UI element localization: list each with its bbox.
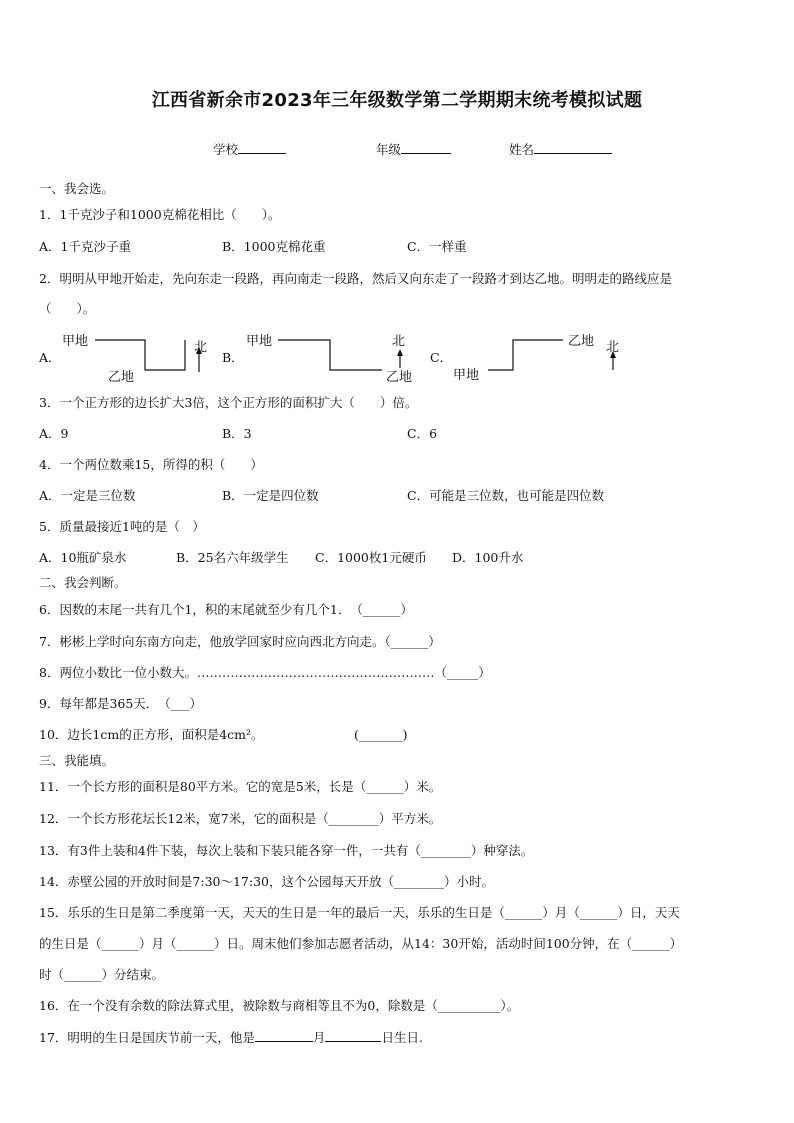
name-blank[interactable] (534, 141, 612, 154)
section-2-heading: 二、我会判断。 (39, 575, 127, 590)
school-label: 学校 (213, 142, 239, 157)
question-12: 12．一个长方形花坛长12米，宽7米，它的面积是（________）平方米。 (39, 811, 442, 826)
question-6: 6．因数的末尾一共有几个1，积的末尾就至少有几个1． （______） (39, 602, 413, 617)
q2a-jia-label: 甲地 (62, 334, 89, 349)
school-field (213, 140, 286, 158)
q2c-jia-label: 甲地 (453, 368, 480, 383)
question-4: 4．一个两位数乘15，所得的积（ ） (39, 457, 263, 472)
name-label: 姓名 (509, 142, 535, 157)
page-title: 江西省新余市2023年三年级数学第二学期期末统考模拟试题 (151, 90, 643, 111)
q1-option-c[interactable]: C．一样重 (407, 239, 467, 254)
q2c-yi-label: 乙地 (568, 334, 595, 349)
q2a-north-label: 北 (194, 340, 208, 355)
section-1-heading: 一、我会选。 (39, 181, 115, 196)
section-3-heading: 三、我能填。 (39, 753, 115, 768)
grade-field (376, 140, 451, 158)
q4-option-b[interactable]: B．一定是四位数 (222, 488, 319, 503)
question-7: 7．彬彬上学时向东南方向走，他放学回家时应向西北方向走。（______） (39, 634, 441, 649)
q2c-north-label: 北 (606, 340, 620, 355)
q17-month-blank[interactable] (255, 1029, 313, 1042)
question-14: 14．赤壁公园的开放时间是7:30～17:30，这个公园每天开放（________）小时。 (39, 874, 494, 889)
q5-option-a[interactable]: A．10瓶矿泉水 (39, 550, 127, 565)
q3-option-c[interactable]: C．6 (407, 426, 438, 441)
q3-option-b[interactable]: B．3 (222, 426, 252, 441)
question-15-line-2: 的生日是（______）月（______）日。周末他们参加志愿者活动，从14：30开始，活动时间100分钟，在（______） (39, 936, 683, 951)
q1-option-a[interactable]: A．1千克沙子重 (39, 239, 131, 254)
q5-option-d[interactable]: D．100升水 (452, 550, 524, 565)
q2a-route-diagram (95, 336, 208, 378)
question-11: 11．一个长方形的面积是80平方米。它的宽是5米，长是（______）米。 (39, 779, 442, 794)
q2-option-a[interactable]: A． (39, 350, 61, 365)
question-5: 5．质量最接近1吨的是（ ） (39, 519, 205, 534)
question-15-line-3: 时（______）分结束。 (39, 967, 165, 982)
q17-text-mid: 月 (312, 1030, 326, 1045)
q3-option-a[interactable]: A．9 (39, 426, 69, 441)
q17-text-pre: 17．明明的生日是国庆节前一天，他是 (39, 1030, 255, 1045)
q2a-yi-label: 乙地 (108, 370, 135, 385)
question-10-answer[interactable]: (_______) (354, 727, 408, 742)
question-2: 2．明明从甲地开始走，先向东走一段路，再向南走一段路，然后又向东走了一段路才到达乙地。明明走的路线应是 (39, 271, 672, 286)
q5-option-b[interactable]: B．25名六年级学生 (176, 550, 289, 565)
q2-option-c[interactable]: C． (430, 350, 453, 365)
grade-blank[interactable] (401, 141, 451, 154)
question-17 (39, 1029, 754, 1047)
q2-option-b[interactable]: B． (222, 350, 244, 365)
question-3: 3．一个正方形的边长扩大3倍，这个正方形的面积扩大（ ）倍。 (39, 395, 418, 410)
question-10: 10．边长1cm的正方形，面积是4cm²。 (39, 727, 264, 742)
q4-option-c[interactable]: C．可能是三位数，也可能是四位数 (407, 488, 605, 503)
q2b-north-label: 北 (392, 334, 406, 349)
question-2-cont: （ ）。 (39, 301, 96, 316)
q17-text-post: 日生日. (381, 1030, 423, 1045)
question-9: 9．每年都是365天． （___） (39, 696, 203, 711)
question-8: 8．两位小数比一位小数大。…………………………………………………（_____） (39, 665, 491, 680)
question-13: 13．有3件上装和4件下装，每次上装和下装只能各穿一件，一共有（________）种穿法。 (39, 843, 534, 858)
q1-option-b[interactable]: B．1000克棉花重 (222, 239, 326, 254)
q2b-yi-label: 乙地 (386, 370, 413, 385)
question-1: 1．1千克沙子和1000克棉花相比（ ）。 (39, 207, 281, 222)
q17-day-blank[interactable] (325, 1029, 381, 1042)
question-15-line-1: 15．乐乐的生日是第二季度第一天，天天的生日是一年的最后一天，乐乐的生日是（______）月（______）日，天天 (39, 905, 680, 920)
grade-label: 年级 (376, 142, 402, 157)
q5-option-c[interactable]: C．1000枚1元硬币 (315, 550, 427, 565)
school-blank[interactable] (238, 141, 286, 154)
q2b-jia-label: 甲地 (246, 334, 273, 349)
question-16: 16．在一个没有余数的除法算式里，被除数与商相等且不为0，除数是（__________）。 (39, 998, 520, 1013)
q4-option-a[interactable]: A．一定是三位数 (39, 488, 136, 503)
name-field (509, 140, 612, 158)
